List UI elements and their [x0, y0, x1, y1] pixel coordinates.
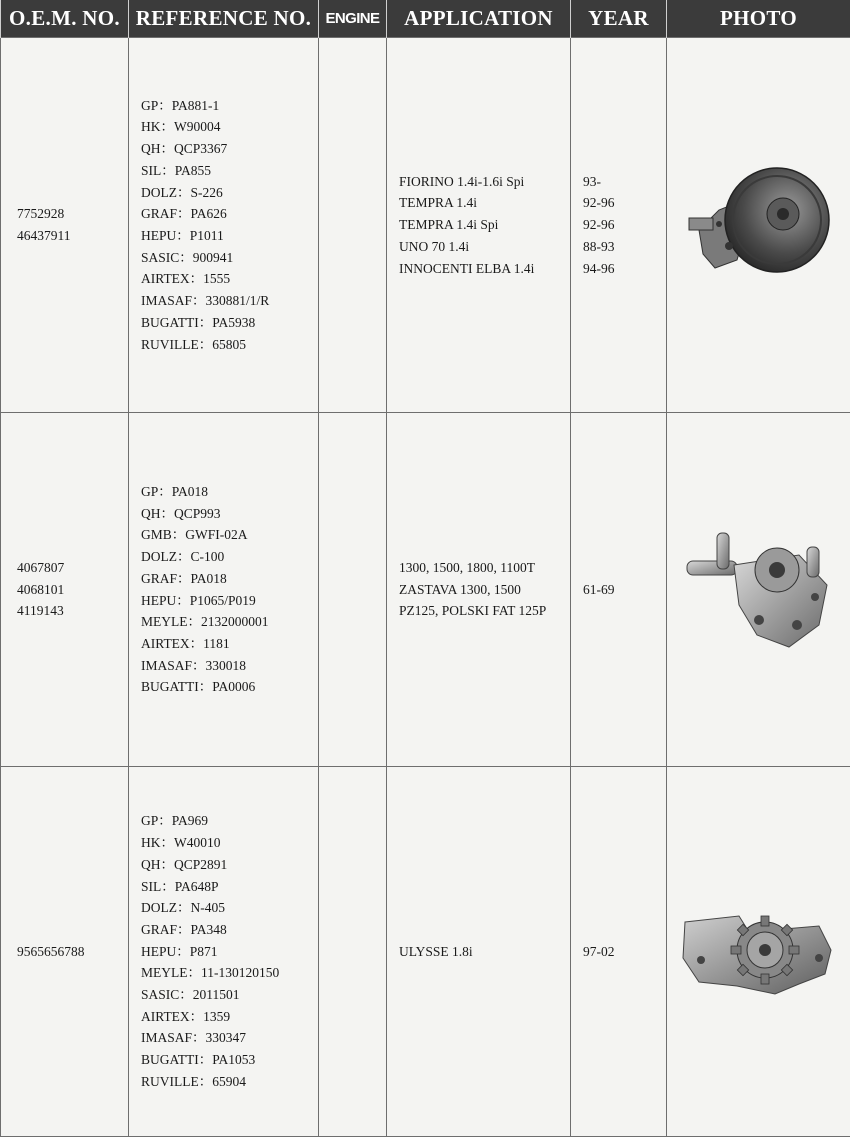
reference-line: HEPU：P1065/P019 — [141, 592, 256, 608]
reference-cell — [129, 38, 319, 413]
reference-line: GP：PA969 — [141, 813, 209, 829]
oem-number: 4067807 — [17, 559, 65, 575]
table-row — [1, 38, 850, 413]
reference-line: HK：W40010 — [141, 835, 221, 851]
oem-number: 4068101 — [17, 581, 65, 597]
reference-line: BUGATTI：PA5938 — [141, 314, 256, 330]
reference-line: AIRTEX：1181 — [141, 635, 230, 651]
reference-line: SASIC：900941 — [141, 249, 234, 265]
application-cell — [387, 767, 571, 1137]
application-cell — [387, 38, 571, 413]
oem-number: 9565656788 — [17, 943, 85, 959]
header-oem: O.E.M. NO. — [1, 0, 129, 38]
application-line: INNOCENTI ELBA 1.4i — [399, 260, 535, 276]
reference-line: RUVILLE：65904 — [141, 1073, 246, 1089]
application-line: 1300, 1500, 1800, 1100T — [399, 559, 535, 575]
reference-line: IMASAF：330018 — [141, 657, 247, 673]
water-pump-pulley-image — [679, 150, 839, 300]
year-cell — [571, 38, 667, 413]
reference-line: GP：PA018 — [141, 483, 209, 499]
engine-cell — [319, 38, 387, 413]
table-row — [1, 767, 850, 1137]
photo-cell — [667, 413, 850, 767]
oem-number: 46437911 — [17, 228, 71, 243]
application-line: TEMPRA 1.4i Spi — [399, 217, 499, 233]
reference-line: SASIC：2011501 — [141, 987, 240, 1003]
oem-number: 7752928 — [17, 206, 65, 222]
year-line: 88-93 — [583, 238, 615, 254]
reference-line: GP：PA881-1 — [141, 97, 220, 113]
reference-line: HEPU：P871 — [141, 943, 218, 959]
reference-line: HK：W90004 — [141, 119, 221, 135]
reference-line: GRAF：PA018 — [141, 570, 227, 586]
reference-line: IMASAF：330347 — [141, 1030, 247, 1046]
table-row — [1, 413, 850, 767]
year-line: 93- — [583, 173, 601, 189]
header-row — [1, 0, 850, 38]
oem-cell — [1, 38, 129, 413]
reference-line: IMASAF：330881/1/R — [141, 293, 270, 309]
header-engine: ENGINE — [319, 0, 387, 38]
reference-line: GRAF：PA626 — [141, 206, 227, 222]
reference-cell — [129, 767, 319, 1137]
reference-line: SIL：PA648P — [141, 878, 219, 894]
photo-cell — [667, 38, 850, 413]
reference-cell — [129, 413, 319, 767]
header-reference: REFERENCE NO. — [129, 0, 319, 38]
reference-line: RUVILLE：65805 — [141, 336, 246, 352]
reference-line: GRAF：PA348 — [141, 921, 227, 937]
header-year: YEAR — [571, 0, 667, 38]
reference-line: DOLZ：S-226 — [141, 184, 223, 200]
oem-cell — [1, 413, 129, 767]
reference-line: DOLZ：N-405 — [141, 900, 225, 916]
engine-cell — [319, 413, 387, 767]
reference-line: AIRTEX：1359 — [141, 1008, 231, 1024]
photo-cell — [667, 767, 850, 1137]
application-line: ULYSSE 1.8i — [399, 943, 473, 959]
water-pump-hub-image — [679, 525, 839, 655]
header-photo: PHOTO — [667, 0, 850, 38]
reference-line: MEYLE：11-130120150 — [141, 965, 280, 981]
reference-line: BUGATTI：PA0006 — [141, 679, 256, 695]
application-line: TEMPRA 1.4i — [399, 195, 478, 211]
reference-line: AIRTEX：1555 — [141, 271, 231, 287]
reference-line: SIL：PA855 — [141, 162, 212, 178]
year-line: 94-96 — [583, 260, 615, 276]
application-line: FIORINO 1.4i-1.6i Spi — [399, 173, 525, 189]
year-line: 92-96 — [583, 195, 615, 211]
application-line: UNO 70 1.4i — [399, 238, 470, 254]
application-cell — [387, 413, 571, 767]
engine-cell — [319, 767, 387, 1137]
water-pump-gear-image — [679, 902, 839, 1002]
reference-line: GMB：GWFI-02A — [141, 527, 248, 543]
reference-line: QH：QCP2891 — [141, 856, 228, 872]
year-line: 92-96 — [583, 217, 615, 233]
oem-cell — [1, 767, 129, 1137]
oem-number: 4119143 — [17, 603, 64, 619]
application-line: PZ125, POLSKI FAT 125P — [399, 603, 547, 619]
year-line: 97-02 — [583, 943, 615, 959]
year-cell — [571, 413, 667, 767]
reference-line: DOLZ：C-100 — [141, 549, 225, 565]
reference-line: HEPU：P1011 — [141, 228, 224, 243]
year-line: 61-69 — [583, 581, 615, 597]
reference-line: QH：QCP993 — [141, 505, 221, 521]
reference-line: BUGATTI：PA1053 — [141, 1052, 256, 1068]
header-application: APPLICATION — [387, 0, 571, 38]
reference-line: QH：QCP3367 — [141, 141, 228, 157]
reference-line: MEYLE：2132000001 — [141, 614, 269, 630]
application-line: ZASTAVA 1300, 1500 — [399, 581, 521, 597]
year-cell — [571, 767, 667, 1137]
